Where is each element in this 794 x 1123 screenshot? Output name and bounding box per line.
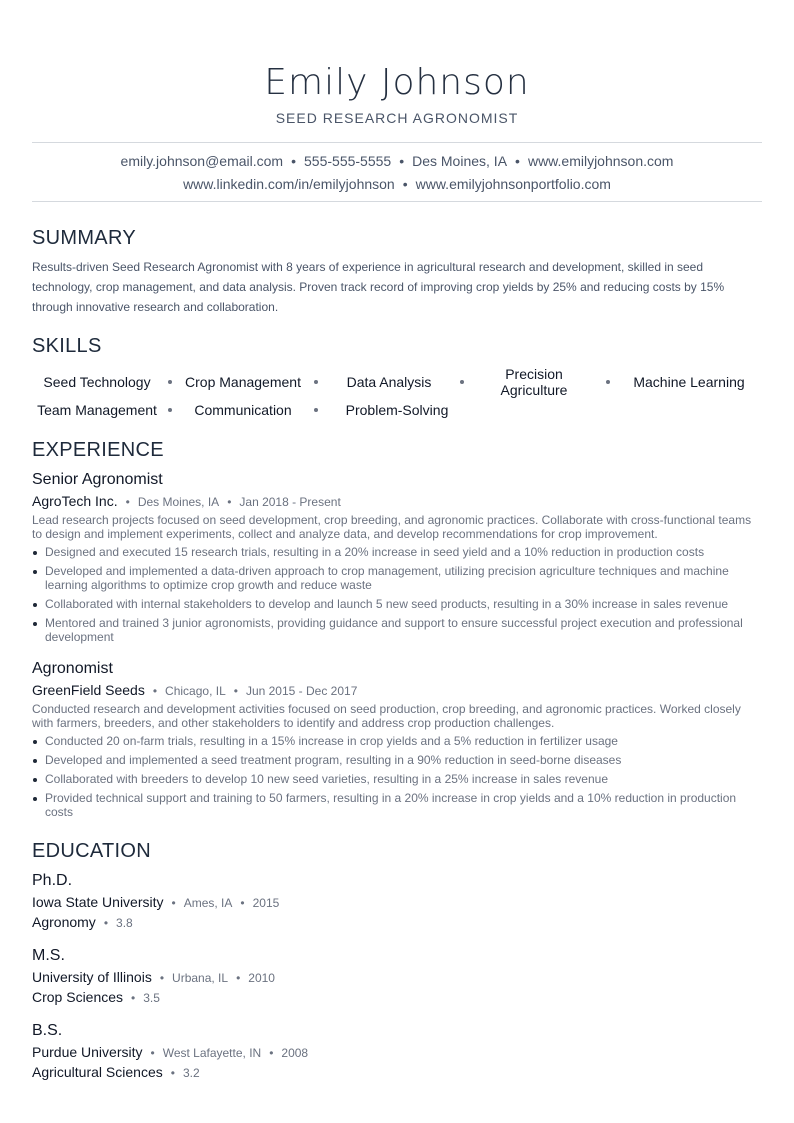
list-item: Provided technical support and training to 50 farmers, resulting in a 20% increase in crop yields and a 10% reduction in production costs [32,791,762,819]
gpa: 3.8 [116,916,133,930]
graduation-year: 2015 [252,896,280,910]
skill-item: Data Analysis [346,374,432,390]
separator-dot: • [150,1046,155,1060]
skill-separator-dot [168,380,172,384]
degree-title: M.S. [32,947,65,964]
separator-dot: • [103,916,109,930]
job-title: Agronomist [32,660,113,677]
list-item: Collaborated with breeders to develop 10 new seed varieties, resulting in a 25% increase in sales revenue [32,772,762,786]
summary-text: Results-driven Seed Research Agronomist with 8 years of experience in agricultural research and development, skilled in seed technology, crop management, and data analysis. Proven track record of improving crop yields by 25% and reducing costs by 15% through innovative research and collaboration. [32,260,725,314]
list-item: Mentored and trained 3 junior agronomists, providing guidance and support to ensure successful project execution and professional development [32,616,762,644]
separator-dot: • [402,176,408,192]
job-achievements [32,545,762,649]
skill-item: Precision Agriculture [500,366,568,398]
list-item: Developed and implemented a data-driven approach to crop management, utilizing precision agriculture techniques and machine learning algorithms to optimize crop growth and reduce waste [32,564,762,592]
degree-title: Ph.D. [32,872,73,889]
job-dates: Jun 2015 - Dec 2017 [245,684,358,698]
school-name: University of Illinois [32,969,152,985]
field-of-study: Agronomy [32,914,96,930]
job-dates: Jan 2018 - Present [239,495,341,509]
job-meta [32,493,341,509]
separator-dot: • [233,684,238,698]
education-field-line [32,989,160,1005]
separator-dot: • [125,495,130,509]
field-of-study: Agricultural Sciences [32,1064,163,1080]
education-school-line [32,969,275,985]
education-field-line [32,1064,200,1080]
job-location: Chicago, IL [165,684,226,698]
graduation-year: 2008 [281,1046,309,1060]
separator-dot: • [152,684,158,698]
skills-heading: SKILLS [32,335,102,357]
summary-heading: SUMMARY [32,227,136,249]
divider-bottom [32,201,762,202]
contact-line-1 [32,153,762,169]
contact-website[interactable]: www.emilyjohnson.com [527,153,674,169]
job-description: Lead research projects focused on seed development, crop breeding, and agronomic practices. Collaborate with cross-functional teams to design and implement experiments, collect and analyze data, and develop recommendations for crop improvement. [32,513,752,541]
job-company: GreenField Seeds [32,682,145,698]
skill-separator-dot [606,380,610,384]
education-heading: EDUCATION [32,840,151,862]
contact-phone[interactable]: 555-555-5555 [304,153,392,169]
skill-separator-dot [460,380,464,384]
skill-separator-dot [314,408,318,412]
list-item: Designed and executed 15 research trials, resulting in a 20% increase in seed yield and a 10% reduction in production costs [32,545,762,559]
list-item: Collaborated with internal stakeholders to develop and launch 5 new seed products, resulting in a 30% increase in sales revenue [32,597,762,611]
list-item: Conducted 20 on-farm trials, resulting in a 15% increase in crop yields and a 5% reduction in fertilizer usage [32,734,762,748]
skill-item: Problem-Solving [345,402,449,418]
degree-title: B.S. [32,1022,63,1039]
separator-dot: • [131,991,136,1005]
school-name: Purdue University [32,1044,143,1060]
skill-item: Crop Management [185,374,301,390]
separator-dot: • [240,896,245,910]
separator-dot: • [269,1046,274,1060]
skill-item: Team Management [37,402,157,418]
separator-dot: • [236,971,241,985]
experience-heading: EXPERIENCE [32,439,164,461]
separator-dot: • [170,1066,175,1080]
candidate-name: Emily Johnson [264,62,530,103]
gpa: 3.5 [143,991,160,1005]
school-name: Iowa State University [32,894,164,910]
separator-dot: • [399,153,405,169]
separator-dot: • [227,495,232,509]
separator-dot: • [159,971,165,985]
contact-location: Des Moines, IA [412,153,508,169]
job-title: Senior Agronomist [32,471,163,488]
graduation-year: 2010 [248,971,275,985]
education-school-line [32,1044,308,1060]
skill-item: Communication [194,402,292,418]
separator-dot: • [515,153,520,169]
job-company: AgroTech Inc. [32,493,118,509]
job-achievements [32,734,762,824]
job-location: Des Moines, IA [137,495,220,509]
skill-item: Machine Learning [633,374,745,390]
school-location: West Lafayette, IN [162,1046,262,1060]
education-field-line [32,914,133,930]
contact-email[interactable]: emily.johnson@email.com [120,153,284,169]
separator-dot: • [291,153,297,169]
divider-top [32,142,762,143]
contact-portfolio[interactable]: www.emilyjohnsonportfolio.com [415,176,611,192]
job-meta [32,682,357,698]
list-item: Developed and implemented a seed treatment program, resulting in a 90% reduction in seed-borne diseases [32,753,762,767]
school-location: Urbana, IL [172,971,229,985]
candidate-role: SEED RESEARCH AGRONOMIST [275,110,519,126]
gpa: 3.2 [182,1066,200,1080]
field-of-study: Crop Sciences [32,989,124,1005]
job-description: Conducted research and development activities focused on seed production, crop breeding, and agronomic practices. Worked closely with farmers, breeders, and other stakeholders to identify and address crop production challenges. [32,702,741,730]
school-location: Ames, IA [183,896,233,910]
separator-dot: • [171,896,176,910]
education-school-line [32,894,279,910]
contact-linkedin[interactable]: www.linkedin.com/in/emilyjohnson [183,176,395,192]
skill-separator-dot [168,408,172,412]
contact-line-2 [32,176,762,192]
skill-separator-dot [314,380,318,384]
skill-item: Seed Technology [43,374,151,390]
